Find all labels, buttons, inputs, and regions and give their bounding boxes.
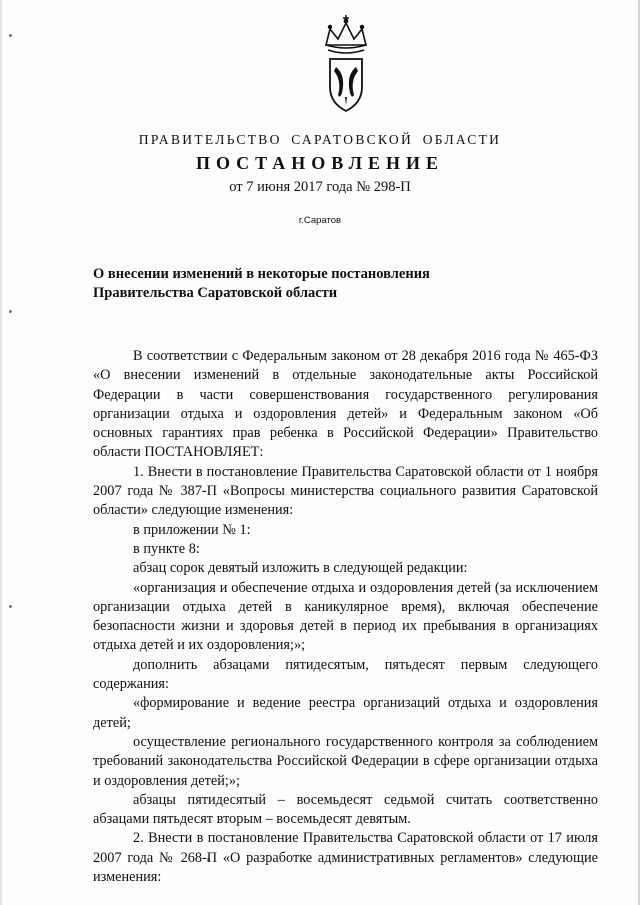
document-body bbox=[93, 347, 598, 887]
title-line: Правительства Саратовской области bbox=[93, 285, 338, 301]
document-city: г.Саратов bbox=[298, 215, 342, 226]
body-paragraph: абзацы пятидесятый – восемьдесят седьмой считать соответственно абзацами пятьдесят вторым – восемьдесят девятым. bbox=[93, 791, 598, 828]
body-paragraph: «формирование и ведение реестра организаций отдыха и оздоровления детей; bbox=[93, 695, 598, 731]
body-paragraph: в приложении № 1: bbox=[133, 521, 251, 538]
government-name: ПРАВИТЕЛЬСТВО САРАТОВСКОЙ ОБЛАСТИ bbox=[138, 132, 502, 147]
coat-of-arms-icon bbox=[318, 15, 374, 115]
scan-speck bbox=[9, 34, 12, 37]
document-type: ПОСТАНОВЛЕНИЕ bbox=[195, 153, 445, 173]
body-paragraph: В соответствии с Федеральным законом от 28 декабря 2016 года № 465-ФЗ «О внесении изменений в отдельные законодательные акты Российской Федерации в части совершенствования государственного регулирования организации отдыха и оздоровления детей» и Федеральным законом «Об основных гарантиях прав ребенка в Российской Федерации» Правительство области ПОСТАНОВЛЯЕТ: bbox=[93, 348, 598, 461]
body-paragraph: «организация и обеспечение отдыха и оздоровления детей (за исключением организации отдыха детей в каникулярное время), включая обеспечение безопасности жизни и здоровья детей в период их пребывания в организациях отдыха детей и их оздоровления;»; bbox=[93, 579, 598, 654]
scan-speck bbox=[9, 310, 12, 313]
body-paragraph: дополнить абзацами пятидесятым, пятьдесят первым следующего содержания: bbox=[93, 656, 598, 693]
document-title bbox=[93, 265, 593, 303]
document-date-number: от 7 июня 2017 года № 298-П bbox=[229, 179, 411, 195]
scan-speck bbox=[9, 605, 12, 608]
body-paragraph: 1. Внести в постановление Правительства Саратовской области от 1 ноября 2007 года № 387-П «Вопросы министерства социального развития Саратовской области» следующие изменения: bbox=[93, 463, 598, 519]
body-paragraph: 2. Внести в постановление Правительства Саратовской области от 17 июля 2007 года № 268-П «О разработке административных регламентов» следующие изменения: bbox=[93, 830, 598, 886]
body-paragraph: осуществление регионального государственного контроля за соблюдением требований законодательства Российской Федерации в сфере организации отдыха и оздоровления детей;»; bbox=[93, 733, 598, 789]
title-line: О внесении изменений в некоторые постановления bbox=[93, 266, 430, 282]
body-paragraph: в пункте 8: bbox=[133, 540, 200, 557]
body-paragraph: абзац сорок девятый изложить в следующей редакции: bbox=[133, 560, 468, 577]
